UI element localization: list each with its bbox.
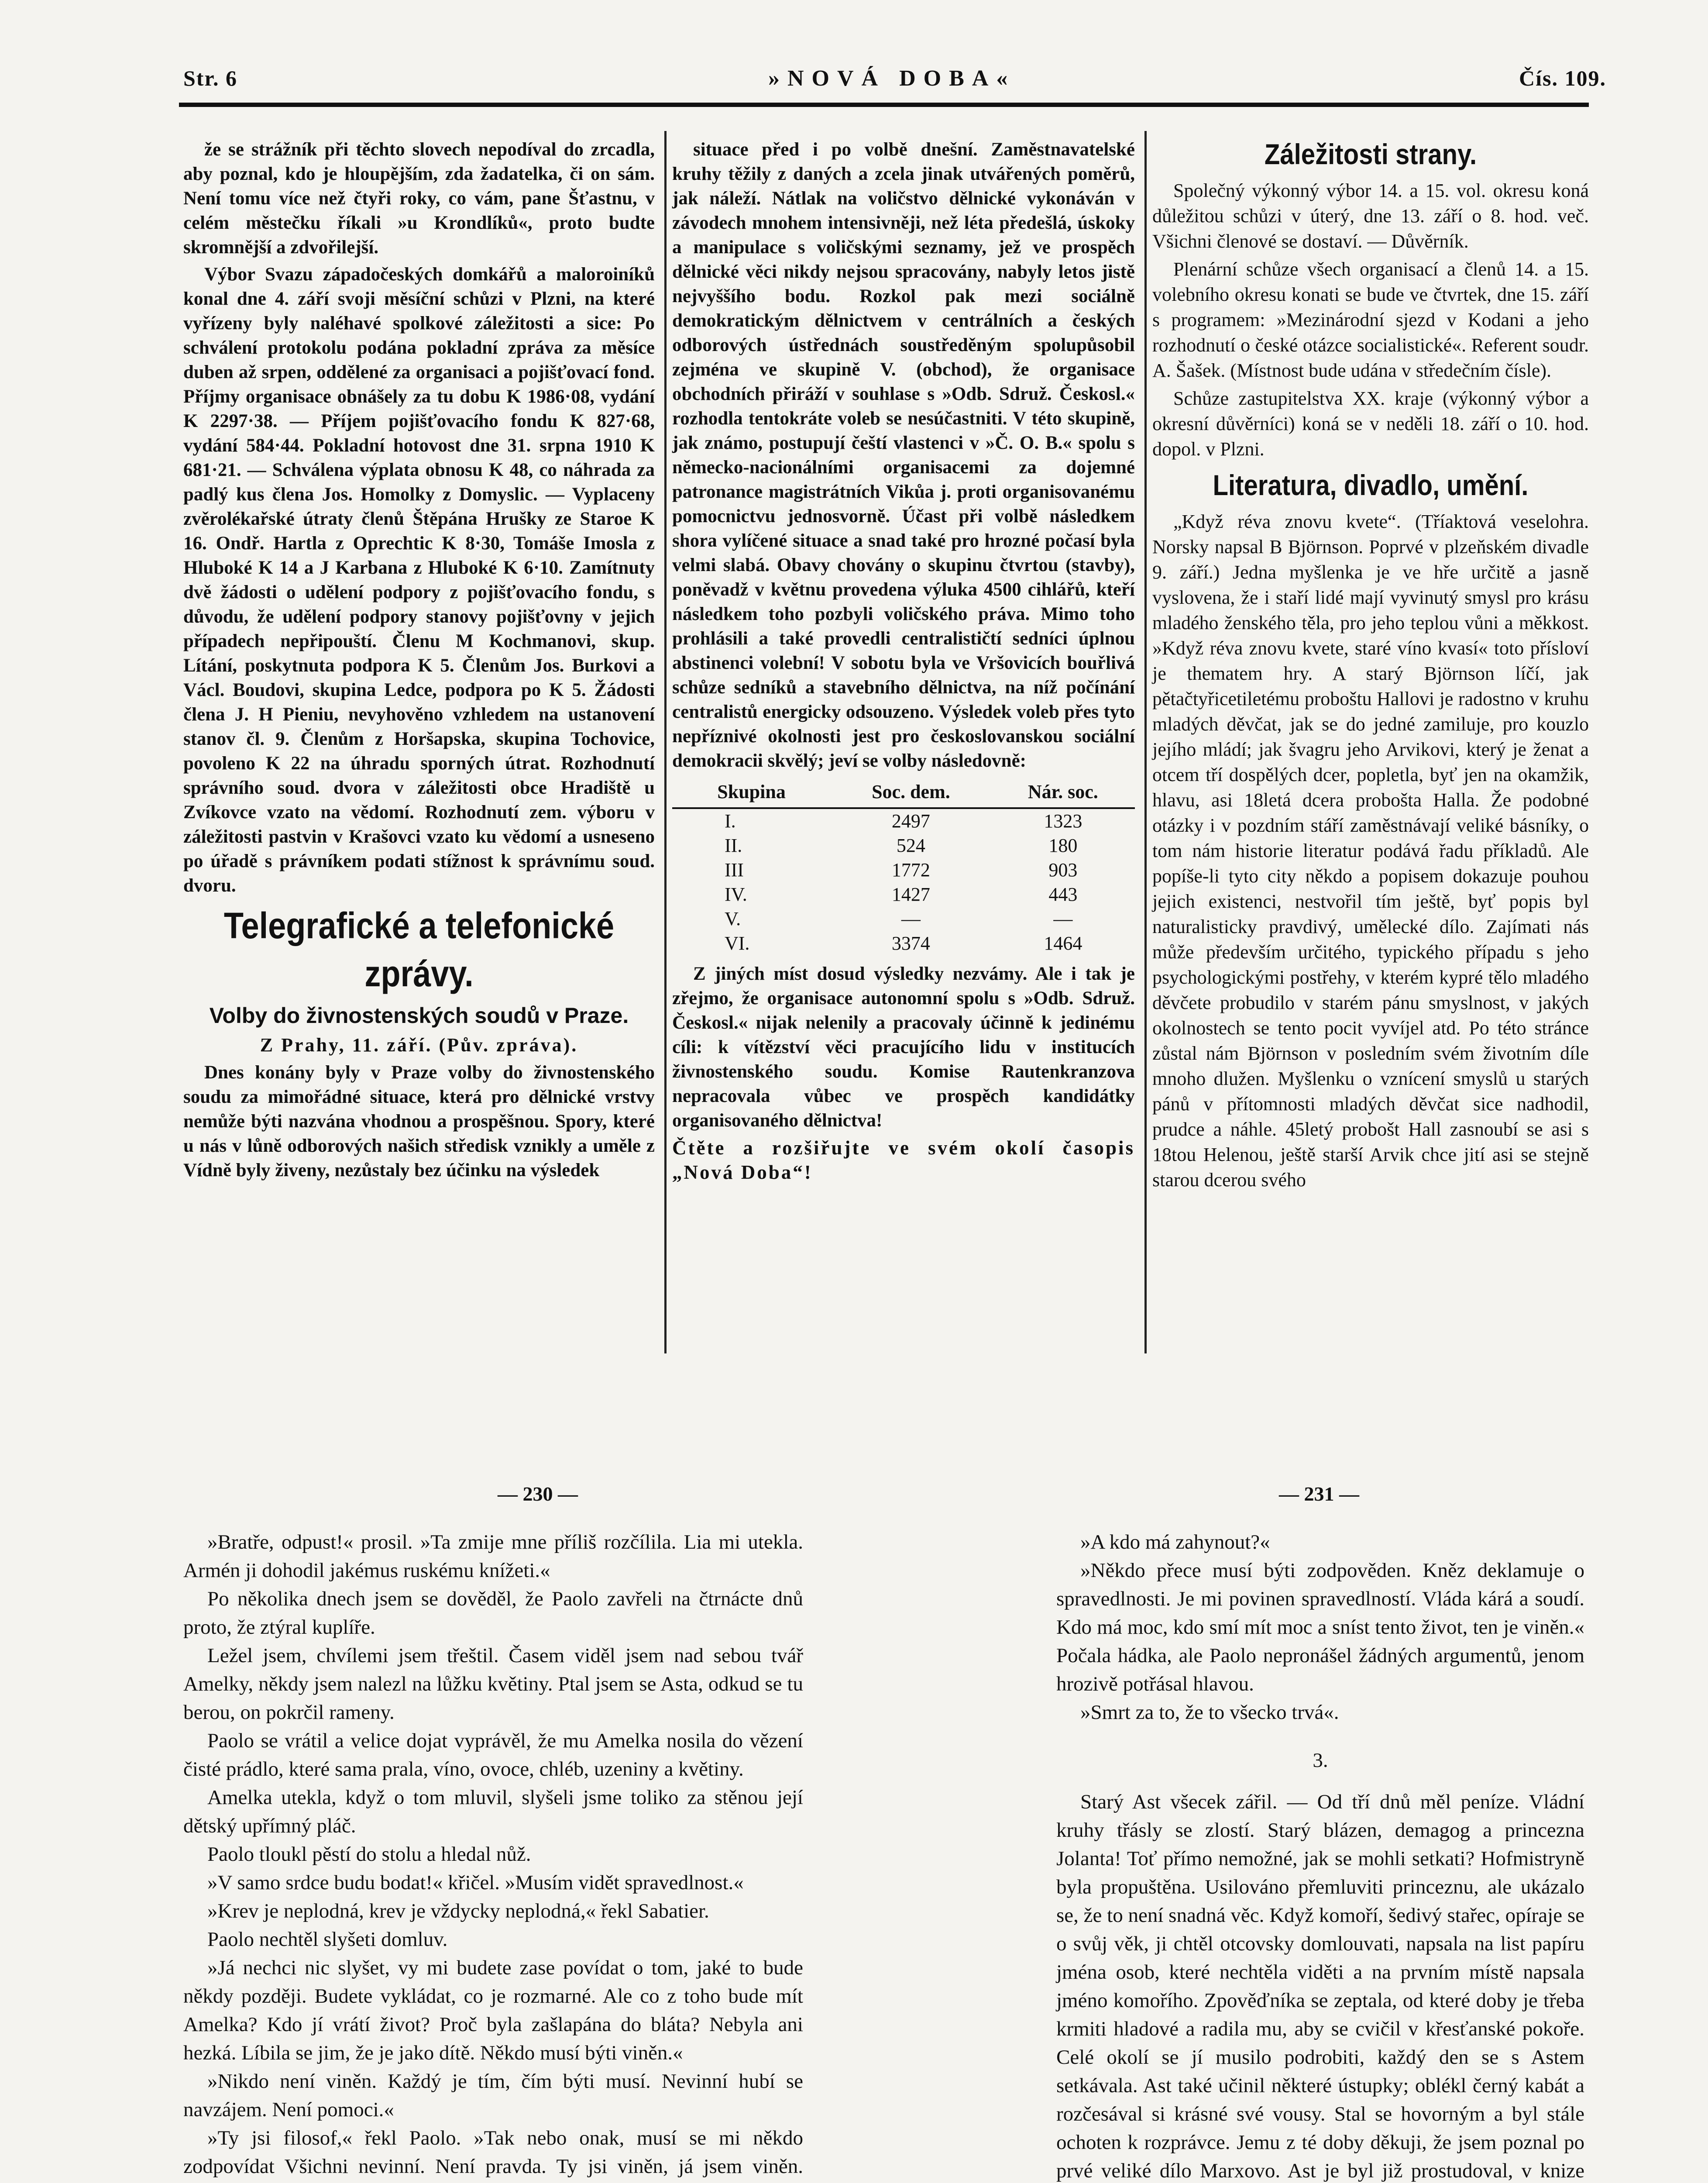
table-cell: 1427 bbox=[891, 884, 930, 905]
table-cell: 524 bbox=[896, 835, 925, 856]
story-paragraph: »A kdo má zahynout?« bbox=[1080, 1531, 1270, 1553]
story-paragraph: Paolo se vrátil a velice dojat vyprávěl, že mu Amelka nosila do vězení čisté prádlo, které sama prala, víno, ovoce, chléb, uzeniny a květiny. bbox=[183, 1729, 803, 1780]
table-cell: 903 bbox=[1048, 859, 1078, 881]
notice-paragraph: Společný výkonný výbor 14. a 15. vol. okresu koná důležitou schůzi v úterý, dne 13. září o 8. hod. več. Všichni členové se dostaví. — Důvěrník. bbox=[1152, 180, 1589, 252]
story-left-column bbox=[183, 1528, 803, 2183]
header-rule bbox=[179, 103, 1589, 107]
table-cell: V. bbox=[725, 908, 741, 930]
story-paragraph: »Ty jsi filosof,« řekl Paolo. »Tak nebo onak, musí se mi někdo zodpovídat Všichni nevinní. Není pravda. Ty jsi viněn, já jsem viněn. bbox=[183, 2127, 803, 2178]
table-cell: — bbox=[1053, 908, 1073, 930]
story-paragraph: »Někdo přece musí býti zodpověden. Kněz deklamuje o spravedlnosti. Je mi povinen spravedlností. Vláda kárá a soudí. Kdo má moc, kdo smí mít moc a sníst tento život, ten je viněn.« Počala hádka, ale Paolo nepronášel žádných argumentů, jenom hrozivě potřásal hlavou. bbox=[1056, 1559, 1584, 1695]
story-paragraph: »Já nechci nic slyšet, vy mi budete zase povídat o tom, jaké to bude někdy později. Budete vykládat, co je rozmarné. Ale co z toho bude mít Amelka? Kdo jí vrátí život? Proč byla zašlapána do bláta? Nebyla ani hezká. Líbila se jim, že je jako dítě. Někdo musí býti viněn.« bbox=[183, 1956, 803, 2064]
literature-section-title: Literatura, divadlo, umění. bbox=[1213, 469, 1529, 501]
table-cell: 1772 bbox=[891, 859, 930, 881]
article-paragraph: že se strážník při těchto slovech nepodíval do zrcadla, aby poznal, kdo je hloupějším, zda žadatelka, či on sám. Není tomu více než čtyři roky, co vám, pane Šťastnu, v celém městečku říkali »u Krondlíků«, proto budte skromnější a zdvořilejší. bbox=[183, 139, 655, 258]
column-1 bbox=[183, 138, 655, 1185]
story-paragraph: Po několika dnech jsem se dověděl, že Paolo zavřeli na čtrnácte dnů proto, že ztýral kuplíře. bbox=[183, 1587, 803, 1639]
article-paragraph: Výbor Svazu západočeských domkářů a maloroiníků konal dne 4. září svoji měsíční schůzi v Plzni, na které vyřízeny byly naléhavé spolkové záležitosti a sice: Po schválení protokolu podána pokladní zpráva za měsíce duben až srpen, oddělené za organisaci a pojišťovací fond. Příjmy organisace obnášely za tu dobu K 1986·08, vydání K 2297·38. — Příjem pojišťovacího fondu K 827·68, vydání 584·44. Pokladní hotovost dne 31. srpna 1910 K 681·21. — Schválena výplata obnosu K 48, co náhrada za padlý kus člena Jos. Homolky z Domyslic. — Vyplaceny zvěrolékařské útraty členů Štěpána Hrušky ze Staroe K 16. Ondř. Hartla z Oprechtic K 8·30, Tomáše Imosla z Hluboké K 14 a J Karbana z Hluboké K 6·10. Zamítnuty dvě žádosti o udělení podpory z pojišťovacího fondu, s důvodu, že udělení podpory stanovy pojišťovny v jejich případech nepřipouští. Členu M Kochmanovi, skup. Lítání, poskytnuta podpora K 5. Členům Jos. Burkovi a Václ. Boudovi, skupina Ledce, podpora po K 5. Žádosti člena J. H Pieniu, nevyhověno vzhledem na ustanovení stanov čl. 9. Členům z Horšapska, skupina Tochovice, povoleno K 22 na úhradu sporných útrat. Rozhodnutí správního soud. dvora v záležitosti obce Hradiště u Zvíkovce vzato na vědomí. Rozhodnutí zem. výboru v záležitosti pastvin v Krašovci vzato ku vědomí a usneseno po úřadě s právníkem podati stížnost k správnímu soud. dvoru. bbox=[183, 264, 655, 896]
table-cell: 1323 bbox=[1044, 810, 1083, 832]
table-cell: I. bbox=[725, 810, 736, 832]
story-paragraph: Amelka utekla, když o tom mluvil, slyšeli jsme toliko za stěnou její dětský upřímný pláč. bbox=[183, 1786, 803, 1837]
story-right-column bbox=[1056, 1528, 1584, 2183]
table-cell: 2497 bbox=[891, 810, 930, 832]
story-paragraph: »Smrt za to, že to všecko trvá«. bbox=[1080, 1701, 1339, 1724]
issue-number: Čís. 109. bbox=[1519, 66, 1606, 90]
table-cell: 1464 bbox=[1044, 933, 1083, 954]
story-paragraph: Paolo nechtěl slyšeti domluv. bbox=[207, 1928, 448, 1951]
table-cell: IV. bbox=[725, 884, 747, 905]
table-cell: VI. bbox=[725, 933, 750, 954]
book-page-number-right: — 231 — bbox=[1279, 1483, 1359, 1505]
chapter-number: 3. bbox=[1313, 1749, 1328, 1772]
table-header: Soc. dem. bbox=[831, 778, 991, 808]
table-cell: 443 bbox=[1048, 884, 1078, 905]
table-cell: III bbox=[725, 859, 744, 881]
table-row bbox=[672, 931, 1135, 956]
notice-paragraph: Schůze zastupitelstva XX. kraje (výkonný výbor a okresní důvěrníci) koná se v neděli 18. září o 10. hod. dopol. v Plzni. bbox=[1152, 388, 1589, 460]
column-divider-2 bbox=[1144, 131, 1147, 1353]
table-header-row bbox=[672, 778, 1135, 808]
table-row bbox=[672, 833, 1135, 858]
story-paragraph: »Bratře, odpust!« prosil. »Ta zmije mne příliš rozčílila. Lia mi utekla. Armén ji dohodil jakémus ruskému knížeti.« bbox=[183, 1531, 803, 1582]
party-section-title: Záležitosti strany. bbox=[1264, 138, 1477, 170]
article-paragraph: situace před i po volbě dnešní. Zaměstnavatelské kruhy těžily z daných a zcela jinak utvářených poměrů, jak náleží. Nátlak na voličstvo dělnické vykonáván v závodech mnohem intensivněji, než léta předešlá, úskoky a manipulace s voličskými seznamy, jež ve prospěch dělnické věci nikdy nejsou spracovány, nabyly letos jistě nejvyššího bodu. Rozkol pak mezi sociálně demokratickým dělnictvem v centrálních a českých odborových ústřednách soustředěným spolupůsobil zejména ve skupině V. (obchod), že organisace obchodních přiráží v souhlase s »Odb. Sdruž. Českosl.« rozhodla tentokráte voleb se nesúčastniti. V této skupině, jak známo, postupují čeští vlastenci v »Č. O. B.« spolu s německo-nacionálními organisacemi za dojemné patronance magistrátních Vikůa j. proti organisovanému pomocnictvu jednosvorně. Účast při volbě následkem shora vylíčené situace a snad také pro hrozné počasí byla velmi slabá. Obavy chovány o skupinu čtvrtou (stavby), poněvadž v květnu provedena výluka 4500 cihlářů, kteří následkem toho pozbyli voličského práva. Mimo toho prohlásili a také provedli centralističtí sedníci úplnou abstinenci volební! V sobotu byla ve Vršovicích bouřlivá schůze sedníků a stavebního dělnictva, na níž počínání centralistů energicky odsouzeno. Výsledek voleb přes tyto nepříznivé okolnosti jest pro českoslovanskou sociální demokracii skvělý; jeví se volby následovně: bbox=[672, 139, 1135, 771]
dateline: Z Prahy, 11. září. (Pův. zpráva). bbox=[260, 1034, 578, 1056]
table-row bbox=[672, 882, 1135, 907]
election-results-table bbox=[672, 778, 1135, 956]
table-row bbox=[672, 808, 1135, 833]
telegraph-section-title: Telegrafické a telefonické zprávy. bbox=[223, 905, 615, 994]
table-header: Skupina bbox=[672, 778, 831, 808]
story-paragraph: Paolo tloukl pěstí do stolu a hledal nůž. bbox=[207, 1843, 531, 1866]
story-paragraph: Ležel jsem, chvílemi jsem třeštil. Časem viděl jsem nad sebou tvář Amelky, někdy jsem nalezl na lůžku květiny. Ptal jsem se Asta, odkud se tu berou, on pokrčil rameny. bbox=[183, 1644, 803, 1724]
column-2 bbox=[672, 138, 1135, 1187]
table-cell: — bbox=[901, 908, 921, 930]
column-3 bbox=[1152, 131, 1589, 1195]
table-cell: 3374 bbox=[891, 933, 930, 954]
story-paragraph: »V samo srdce budu bodat!« křičel. »Musím vidět spravedlnost.« bbox=[207, 1871, 744, 1894]
masthead-title: »NOVÁ DOBA« bbox=[768, 66, 1016, 91]
article-paragraph: Z jiných míst dosud výsledky nezvámy. Ale i tak je zřejmo, že organisace autonomní spolu s »Odb. Sdruž. Českosl.« nijak nelenily a pracovaly účinně k jedinému cíli: k vítězství věci pracujícího lidu v institucích živnostenského soudu. Komise Rautenkranzova nepracovala vůbec ve prospěch kandidátky organisovaného dělnictva! bbox=[672, 964, 1135, 1131]
table-cell: 180 bbox=[1048, 835, 1078, 856]
telegraph-subtitle: Volby do živnostenských soudů v Praze. bbox=[209, 1003, 629, 1028]
column-divider-1 bbox=[664, 131, 667, 1353]
story-paragraph: »Nikdo není viněn. Každý je tím, čím býti musí. Nevinní hubí se navzájem. Není pomoci.« bbox=[183, 2070, 803, 2121]
story-paragraph: Starý Ast všecek zářil. — Od tří dnů měl peníze. Vládní kruhy třásly se zlostí. Starý blázen, demagog a princezna Jolanta! Toť přímo nemožné, jak se mohli setkati? Hofmistryně byla propuštěna. Usilováno přemluviti princeznu, ale ukázalo se, že to není snadná věc. Když komoří, šedivý stařec, opíraje se o svůj věk, ji chtěl otcovsky domlouvati, napsala na list papíru jména osob, které nechtěla viděti a na prvním místě napsala jméno komořího. Zpověďníka se zeptala, od které doby je třeba krmiti hladové a radila mu, aby se cvičil v křesťanské pokoře. Celé okolí se jí musilo podrobiti, každý den se s Astem setkávala. Ast také učinil některé ústupky; oblékl černý kabát a rozčesával si krásné své vousy. Stal se hovorným a byl stále ochoten k rozprávce. Jemu z té doby děkuji, že jsem poznal po prvé veliké dílo Marxovo. Ast je byl již prostudoval, v knize bbox=[1056, 1790, 1584, 2182]
table-row bbox=[672, 858, 1135, 882]
table-cell: II. bbox=[725, 835, 742, 856]
table-row bbox=[672, 907, 1135, 931]
story-paragraph: »Krev je neplodná, krev je vždycky neplodná,« řekl Sabatier. bbox=[207, 1900, 709, 1922]
page-number-header: Str. 6 bbox=[183, 66, 238, 90]
table-header: Nár. soc. bbox=[991, 778, 1135, 808]
notice-paragraph: Plenární schůze všech organisací a členů 14. a 15. volebního okresu konati se bude ve čtvrtek, dne 15. září s programem: »Mezinárodní sjezd v Kodani a jeho rozhodnutí o české otázce socialistické«. Referent soudr. A. Šašek. (Místnost bude udána v středečním čísle). bbox=[1152, 258, 1589, 381]
book-page-number-left: — 230 — bbox=[498, 1483, 578, 1505]
review-paragraph: „Když réva znovu kvete“. (Tříaktová veselohra. Norsky napsal B Björnson. Poprvé v plzeňském divadle 9. září.) Jedna myšlenka je ve hře určitě a jasně vyslovena, že i staří lidé mají vyvinutý smysl pro krásu mladého ženského těla, pro jeho teplou vůni a měkkost. »Když réva znovu kvete, staré víno kvasí« toto přísloví je thematem hry. A starý Björnson líčí, jak pětačtyřicetiletému proboštu Hallovi je radostno v kruhu mladých děvčat, jak se do jedné zamiluje, pro kouzlo jejího mládí; jak švagru jeho Arvikovi, který je ženat a otcem tří dospělých dcer, popletla, byť jen na okamžik, hlavu, asi 18letá dcera probošta Halla. Že podobné otázky i v pozdním stáří zaměstnávají veliké básníky, o tom nám historie literatur podává řadu příkladů. Ale popíše-li tyto city někdo a popisem dokazuje pouhou jejich existenci, nestvořil tím ještě, byť popis byl naturalisticky pravdivý, umělecké dílo. Zajímati nás může především určitého, typického případu s jeho psychologickými postřehy, v kterém kypré tělo mladého děvčete probudilo v starém pánu smyslnost, v jakých okolnostech se tento pocit vyvíjel atd. Po této stránce zůstal nám Björnson v posledním svém životním díle mnoho dlužen. Myšlenku o vznícení smyslů u starých pánů v přítomnosti mladých děvčat sice nadhodil, prudce a náhle. 45letý probošt Hall zasnoubí se asi s 18tou Helenou, ještě starší Arvik chce jití asi se stejně starou dcerou svého bbox=[1152, 511, 1589, 1191]
article-paragraph: Dnes konány byly v Praze volby do živnostenského soudu za mimořádné situace, která pro dělnické vrstvy nemůže býti nazvána vhodnou a prospěšnou. Spory, které u nás v lůně odborových našich středisk vznikly a uměle z Vídně byly živeny, nezůstaly bez účinku na výsledek bbox=[183, 1062, 655, 1181]
subscription-appeal: Čtěte a rozšiřujte ve svém okolí časopis „Nová Doba“! bbox=[672, 1137, 1135, 1183]
